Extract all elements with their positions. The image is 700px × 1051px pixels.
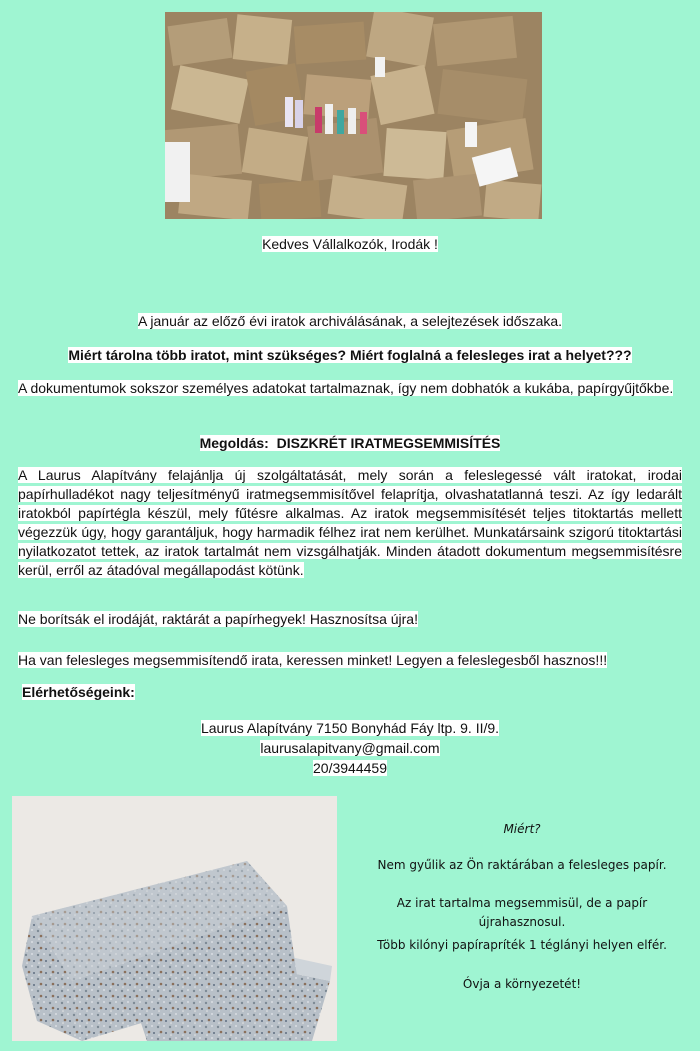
call-to-action: Ha van felesleges megsemmisítendő irata, keressen minket! Legyen a feleslegesből hasznos!!! bbox=[18, 652, 608, 668]
warning-text: A dokumentumok sokszor személyes adatokat tartalmaznak, így nem dobhatók a kukába, papírgyűjtőkbe. bbox=[18, 380, 674, 396]
slogan-text: Ne borítsák el irodáját, raktárát a papírhegyek! Hasznosítsa újra! bbox=[18, 611, 418, 627]
why-line-4: Óvja a környezetét! bbox=[462, 977, 582, 991]
service-description: A Laurus Alapítvány felajánlja új szolgáltatását, mely során a feleslegessé vált iratokat, irodai papírhulladékot nagy teljesítményű iratmegsemmisítővel felaprítja, olvashatatlanná teszi. Az így ledarált iratokból papírtégla készül, mely fűtésre alkalmas. Az iratok megsemmisítését teljes titoktartás mellett végezzük úgy, hogy garantáljuk, hogy harmadik félhez irat nem kerülhet. Munkatársaink szigorú titoktartási nyilatkozatot tettek, az iratok tartalmát nem vizsgálhatják. Minden átadott dokumentum megsemmisítésre kerül, erről az átadóval megállapodást kötünk. bbox=[18, 467, 682, 578]
contact-heading: Elérhetőségeink: bbox=[22, 684, 135, 700]
question-text: Miért tárolna több iratot, mint szükséges? Miért foglalná a felesleges irat a helyet??? bbox=[68, 347, 632, 363]
why-heading: Miért? bbox=[503, 822, 541, 836]
why-line-3: Több kilónyi papírapríték 1 téglányi helyen elfér. bbox=[377, 938, 667, 952]
solution-title: DISZKRÉT IRATMEGSEMMISÍTÉS bbox=[276, 435, 501, 451]
why-line-2a: Az irat tartalma megsemmisül, de a papír bbox=[396, 896, 648, 910]
why-line-1: Nem gyűlik az Ön raktárában a felesleges papír. bbox=[377, 858, 667, 872]
greeting: Kedves Vállalkozók, Irodák ! bbox=[262, 236, 438, 252]
contact-phone: 20/3944459 bbox=[313, 760, 387, 776]
solution-label: Megoldás: bbox=[199, 435, 269, 451]
intro-text: A január az előző évi iratok archiválásának, a selejtezések időszaka. bbox=[137, 313, 563, 329]
paper-pile-photo bbox=[165, 12, 542, 219]
solution-heading bbox=[18, 434, 682, 453]
contact-email[interactable]: laurusalapitvany@gmail.com bbox=[260, 740, 440, 756]
why-line-2b: újrahasznosul. bbox=[478, 915, 566, 929]
contact-address: Laurus Alapítvány 7150 Bonyhád Fáy ltp. 9. II/9. bbox=[200, 720, 500, 736]
paper-brick-photo bbox=[12, 796, 337, 1041]
